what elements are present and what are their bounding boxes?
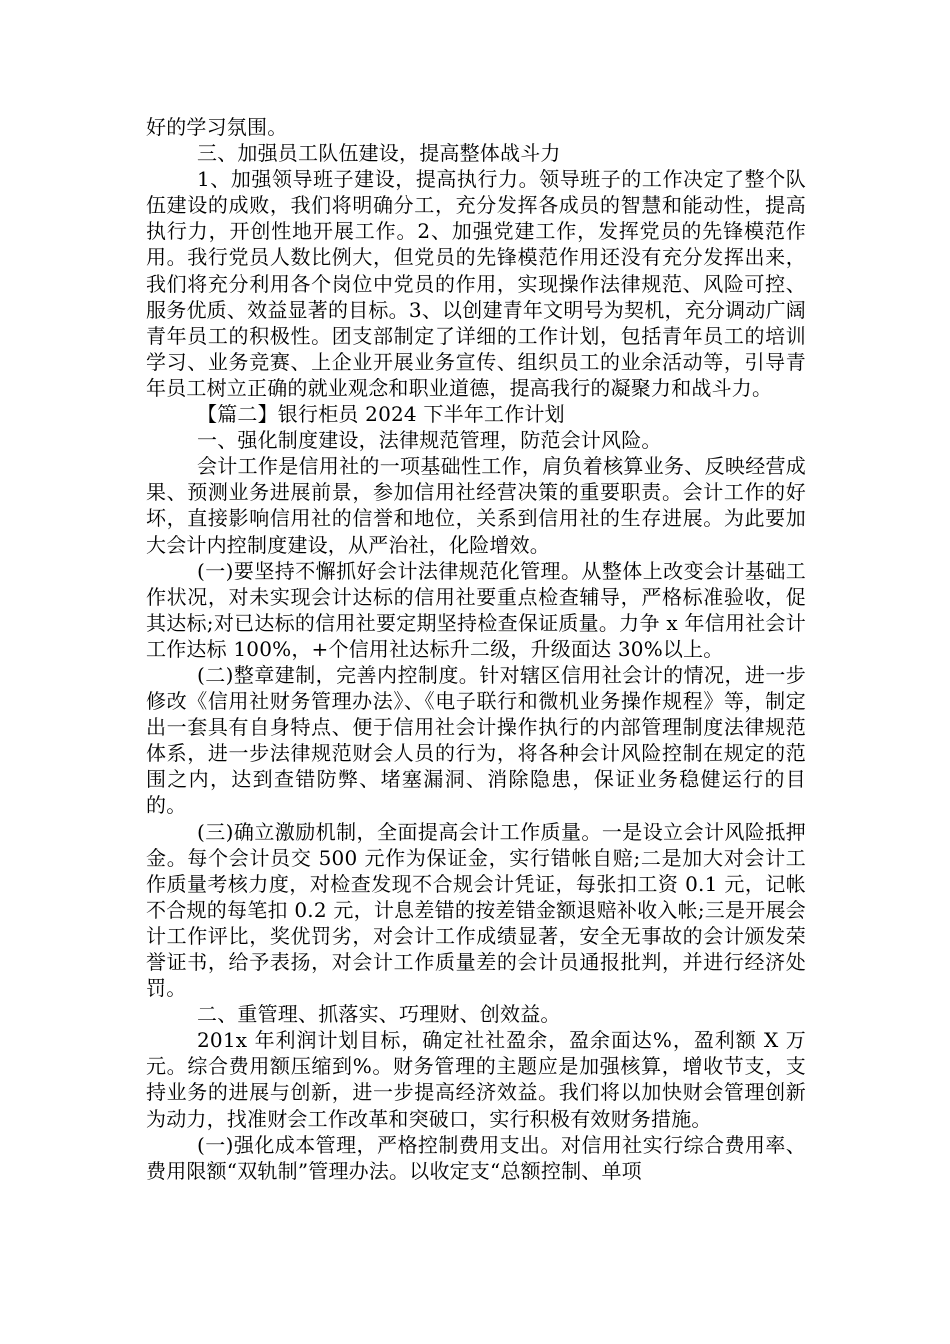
paragraph: (三)确立激励机制，全面提高会计工作质量。一是设立会计风险抵押金。每个会计员交 500 元作为保证金，实行错帐自赔;二是加大对会计工作质量考核力度，对检查发现不合规会计凭证，每张扣工资 0.1 元，记帐不合规的每笔扣 0.2 元，计息差错的按差错金额退赔补收入帐;三是开展会计工作评比，奖优罚劣，对会计工作成绩显著，安全无事故的会计颁发荣誉证书，给予表扬，对会计工作质量差的会计员通报批判，并进行经济处罚。: [146, 819, 806, 1001]
paragraph: (一)要坚持不懈抓好会计法律规范化管理。从整体上改变会计基础工作状况，对未实现会计达标的信用社要重点检查辅导，严格标准验收，促其达标;对已达标的信用社要定期坚持检查保证质量。力争 x 年信用社会计工作达标 100%，+个信用社达标升二级，升级面达 30%以上。: [146, 558, 806, 661]
section-heading: 一、强化制度建设，法律规范管理，防范会计风险。: [197, 428, 662, 453]
paragraph: 1、加强领导班子建设，提高执行力。领导班子的工作决定了整个队伍建设的成败，我们将明确分工，充分发挥各成员的智慧和能动性，提高执行力，开创性地开展工作。2、加强党建工作，发挥党员的先锋模范作用。我行党员人数比例大，但党员的先锋模范作用还没有充分发挥出来，我们将充分利用各个岗位中党员的作用，实现操作法律规范、风险可控、服务优质、效益显著的目标。3、以创建青年文明号为契机，充分调动广阔青年员工的积极性。团支部制定了详细的工作计划，包括青年员工的培训学习、业务竞赛、上企业开展业务宣传、组织员工的业余活动等，引导青年员工树立正确的就业观念和职业道德，提高我行的凝聚力和战斗力。: [146, 167, 806, 400]
paragraph: 好的学习氛围。: [146, 115, 288, 139]
section-heading: 三、加强员工队伍建设，提高整体战斗力: [197, 141, 561, 166]
paragraph: 201x 年利润计划目标，确定社社盈余，盈余面达%，盈利额 X 万元。综合费用额压缩到%。财务管理的主题应是加强核算，增收节支，支持业务的进展与创新，进一步提高经济效益。我们将以加快财会管理创新为动力，找准财会工作改革和突破口，实行积极有效财务措施。: [146, 1028, 806, 1131]
article-title: 【篇二】银行柜员 2024 下半年工作计划: [197, 402, 565, 427]
paragraph: (一)强化成本管理，严格控制费用支出。对信用社实行综合费用率、费用限额“双轨制”管理办法。以收定支“总额控制、单项: [146, 1132, 806, 1183]
paragraph: 会计工作是信用社的一项基础性工作，肩负着核算业务、反映经营成果、预测业务进展前景，参加信用社经营决策的重要职责。会计工作的好坏，直接影响信用社的信誉和地位，关系到信用社的生存进展。为此要加大会计内控制度建设，从严治社，化险增效。: [146, 454, 806, 557]
document-body: [146, 114, 806, 1184]
section-heading: 二、重管理、抓落实、巧理财、创效益。: [197, 1002, 561, 1027]
paragraph: (二)整章建制，完善内控制度。针对辖区信用社会计的情况，进一步修改《信用社财务管理办法》、《电子联行和微机业务操作规程》等，制定出一套具有自身特点、便于信用社会计操作执行的内部管理制度法律规范体系，进一步法律规范财会人员的行为，将各种会计风险控制在规定的范围之内，达到查错防弊、堵塞漏洞、消除隐患，保证业务稳健运行的目的。: [146, 662, 806, 818]
